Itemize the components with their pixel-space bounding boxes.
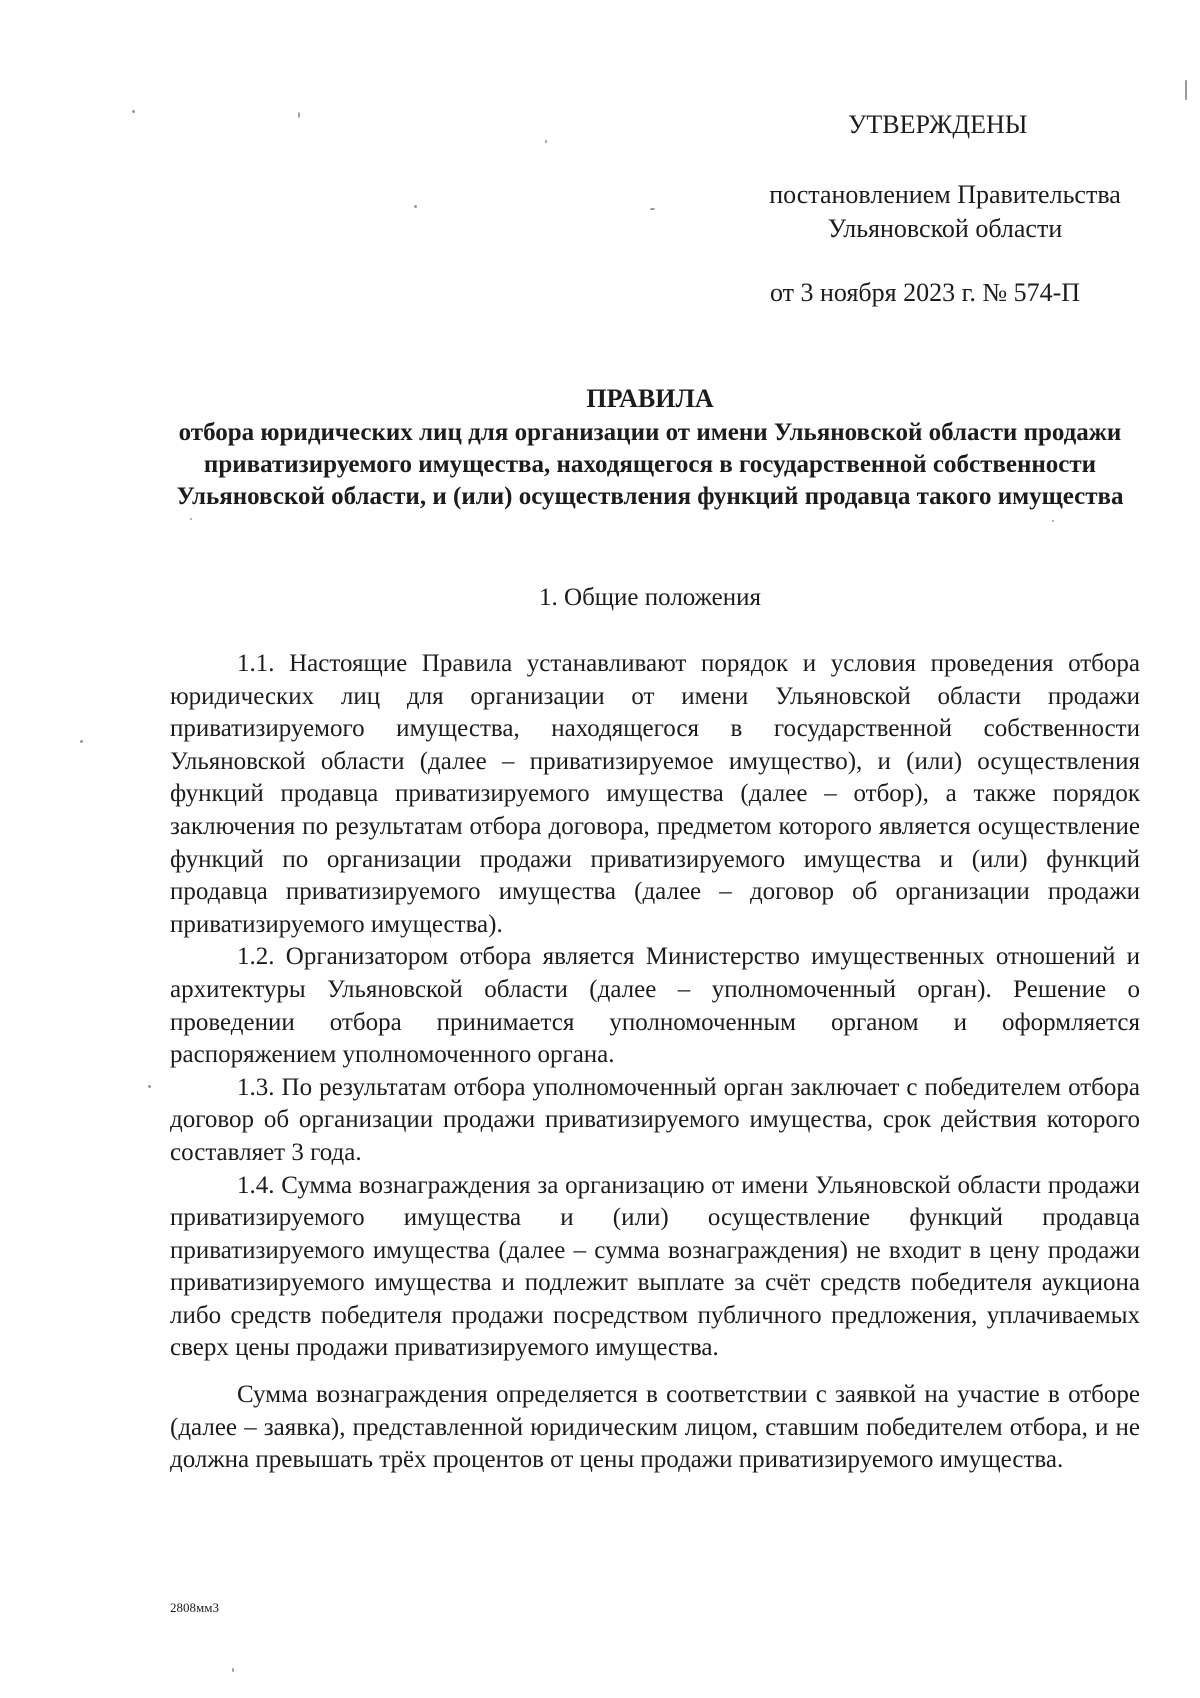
document-title: ПРАВИЛА <box>586 384 714 413</box>
scan-speck <box>190 518 192 520</box>
scan-speck <box>132 110 135 113</box>
paragraph-1-2: 1.2. Организатором отбора является Министерство имущественных отношений и архитектуры Ульяновской области (далее – уполномоченный орган). Решение о проведении отбора принимается уполномоченным органом и оформляется распоряжением уполномоченного органа. <box>170 943 1140 1069</box>
decree-date: от 3 ноября 2023 г. № 574-П <box>770 278 1081 307</box>
paragraph-1-4: 1.4. Сумма вознаграждения за организацию от имени Ульяновской области продажи приватизируемого имущества и (или) осуществление функций продавца приватизируемого имущества (далее – сумма вознаграждения) не входит в цену продажи приватизируемого имущества и подлежит выплате за счёт средств победителя аукциона либо средств победителя продажи посредством публичного предложения, уплачиваемых сверх цены продажи приватизируемого имущества. <box>170 1171 1140 1362</box>
scan-speck <box>1185 80 1187 100</box>
paragraph-1-1: 1.1. Настоящие Правила устанавливают порядок и условия проведения отбора юридических лиц для организации от имени Ульяновской области продажи приватизируемого имущества, находящегося в государственной собственности Ульяновской области (далее – приватизируемое имущество), и (или) осуществления функций продавца приватизируемого имущества (далее – отбор), а также порядок заключения по результатам отбора договора, предметом которого является осуществление функций по организации продажи приватизируемого имущества и (или) функций продавца приватизируемого имущества (далее – договор об организации продажи приватизируемого имущества). <box>170 650 1140 938</box>
paragraph-1-4-continued: Сумма вознаграждения определяется в соответствии с заявкой на участие в отборе (далее – заявка), представленной юридическим лицом, ставшим победителем отбора, и не должна превышать трёх процентов от цены продажи приватизируемого имущества. <box>170 1381 1140 1474</box>
scan-speck <box>650 208 655 210</box>
scan-speck <box>80 740 83 743</box>
scan-speck <box>1052 520 1054 522</box>
approved-label: УТВЕРЖДЕНЫ <box>848 110 1028 139</box>
scan-speck <box>232 1668 234 1672</box>
scan-speck <box>414 205 417 208</box>
decree-line-2: Ульяновской области <box>827 214 1063 243</box>
scan-speck <box>545 140 547 143</box>
decree-reference <box>740 178 1150 246</box>
paragraph-1-3: 1.3. По результатам отбора уполномоченный орган заключает с победителем отбора договор об организации продажи приватизируемого имущества, срок действия которого составляет 3 года. <box>170 1073 1140 1166</box>
section-heading: 1. Общие положения <box>539 584 761 611</box>
decree-line-1: постановлением Правительства <box>769 180 1121 209</box>
document-body <box>170 648 1140 1477</box>
document-subtitle: отбора юридических лиц для организации от имени Ульяновской области продажи приватизируемого имущества, находящегося в государственной собственности Ульяновской области, и (или) осуществления функций продавца такого имущества <box>176 419 1124 510</box>
document-code: 2808мм3 <box>170 1600 219 1615</box>
document-title-block <box>165 383 1135 513</box>
scan-speck <box>298 112 300 118</box>
scan-speck <box>148 1085 151 1088</box>
